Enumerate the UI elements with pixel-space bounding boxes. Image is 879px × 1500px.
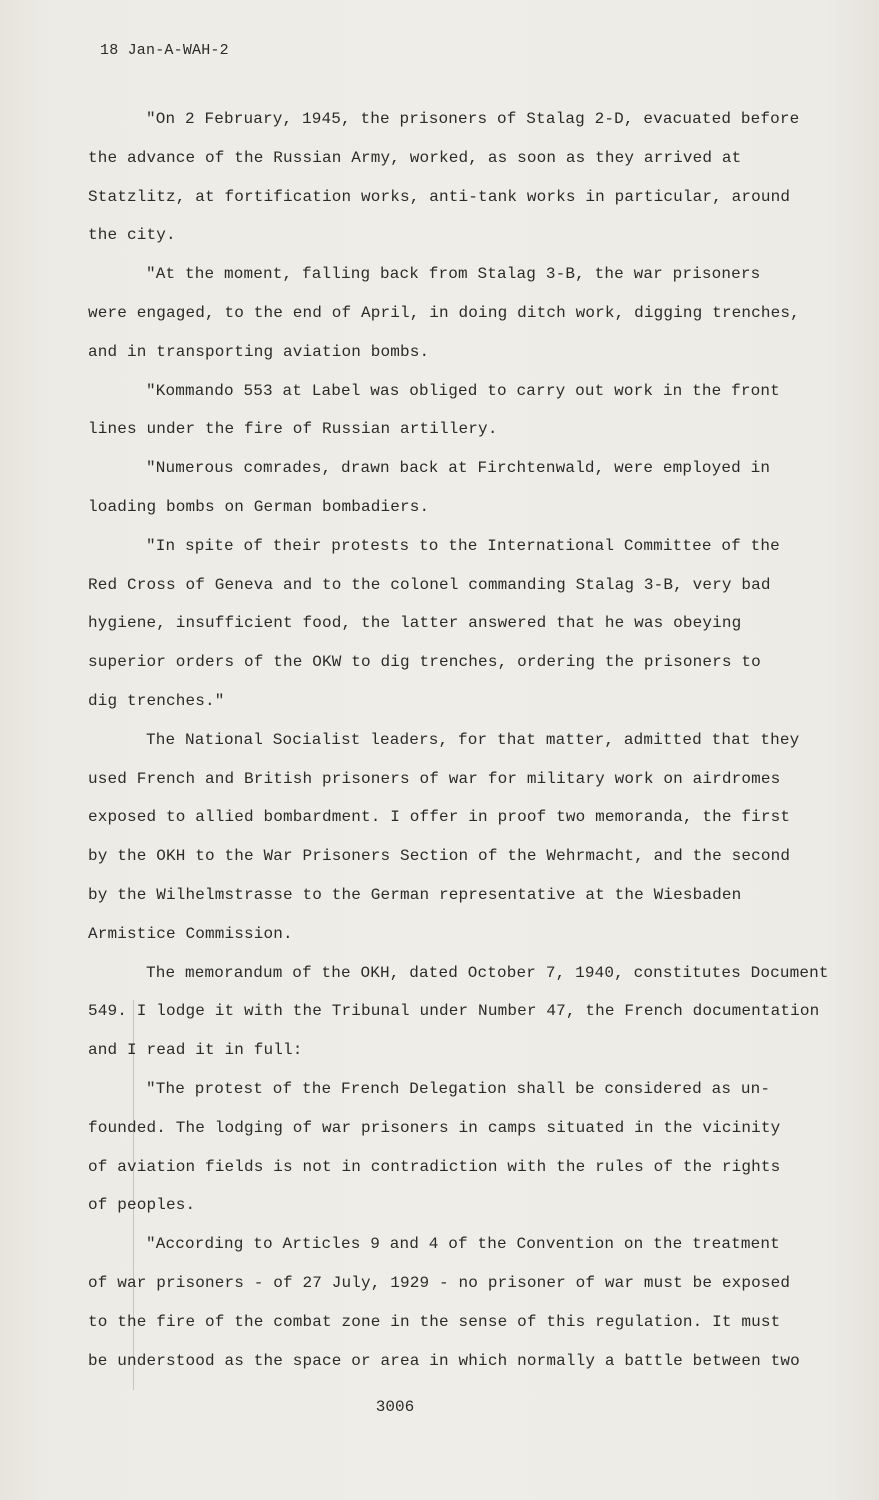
paragraph bbox=[88, 954, 829, 1070]
text-line: superior orders of the OKW to dig trenches, ordering the prisoners to bbox=[88, 653, 761, 672]
text-line: "Kommando 553 at Label was obliged to carry out work in the front bbox=[146, 381, 780, 400]
text-line: to the fire of the combat zone in the sense of this regulation. It must bbox=[88, 1312, 781, 1331]
paragraph bbox=[88, 527, 823, 721]
text-line: Armistice Commission. bbox=[88, 924, 293, 943]
text-line: the advance of the Russian Army, worked, as soon as they arrived at bbox=[88, 148, 742, 167]
text-line: of aviation fields is not in contradiction with the rules of the rights bbox=[88, 1157, 781, 1176]
paragraph bbox=[88, 1225, 823, 1380]
document-body bbox=[88, 100, 829, 1380]
text-line: Red Cross of Geneva and to the colonel commanding Stalag 3-B, very bad bbox=[88, 575, 771, 594]
text-line: of war prisoners - of 27 July, 1929 - no prisoner of war must be exposed bbox=[88, 1273, 791, 1292]
text-line: loading bombs on German bombadiers. bbox=[88, 497, 430, 516]
text-line: the city. bbox=[88, 226, 176, 245]
text-line: The National Socialist leaders, for that matter, admitted that they bbox=[146, 730, 800, 749]
text-line: "According to Articles 9 and 4 of the Convention on the treatment bbox=[146, 1235, 780, 1254]
paragraph bbox=[88, 100, 823, 255]
text-line: be understood as the space or area in which normally a battle between two bbox=[88, 1351, 800, 1370]
text-line: "The protest of the French Delegation shall be considered as un- bbox=[146, 1079, 771, 1098]
paragraph bbox=[88, 1070, 823, 1225]
text-line: "In spite of their protests to the International Committee of the bbox=[146, 536, 780, 555]
text-line: and I read it in full: bbox=[88, 1041, 303, 1060]
text-line: and in transporting aviation bombs. bbox=[88, 342, 430, 361]
text-line: of peoples. bbox=[88, 1196, 196, 1215]
paragraph bbox=[88, 372, 823, 450]
text-line: 549. I lodge it with the Tribunal under Number 47, the French documentation bbox=[88, 1002, 820, 1021]
text-line: "At the moment, falling back from Stalag 3-B, the war prisoners bbox=[146, 265, 761, 284]
paragraph bbox=[88, 449, 823, 527]
text-line: by the OKH to the War Prisoners Section of the Wehrmacht, and the second bbox=[88, 847, 791, 866]
text-line: Statzlitz, at fortification works, anti-tank works in particular, around bbox=[88, 187, 791, 206]
text-line: The memorandum of the OKH, dated October 7, 1940, constitutes Document bbox=[146, 963, 829, 982]
text-line: "Numerous comrades, drawn back at Firchtenwald, were employed in bbox=[146, 459, 771, 478]
text-line: "On 2 February, 1945, the prisoners of Stalag 2-D, evacuated before bbox=[146, 110, 800, 128]
paragraph bbox=[88, 721, 823, 954]
page-number: 3006 bbox=[375, 1398, 415, 1416]
text-line: hygiene, insufficient food, the latter answered that he was obeying bbox=[88, 614, 742, 633]
text-line: dig trenches." bbox=[88, 691, 225, 710]
text-line: lines under the fire of Russian artillery. bbox=[88, 420, 498, 439]
text-line: exposed to allied bombardment. I offer in proof two memoranda, the first bbox=[88, 808, 791, 827]
document-reference: 18 Jan-A-WAH-2 bbox=[100, 42, 229, 59]
text-line: used French and British prisoners of war for military work on airdromes bbox=[88, 769, 781, 788]
text-line: founded. The lodging of war prisoners in camps situated in the vicinity bbox=[88, 1118, 781, 1137]
text-line: by the Wilhelmstrasse to the German representative at the Wiesbaden bbox=[88, 885, 742, 904]
paragraph bbox=[88, 255, 823, 371]
text-line: were engaged, to the end of April, in doing ditch work, digging trenches, bbox=[88, 303, 800, 322]
